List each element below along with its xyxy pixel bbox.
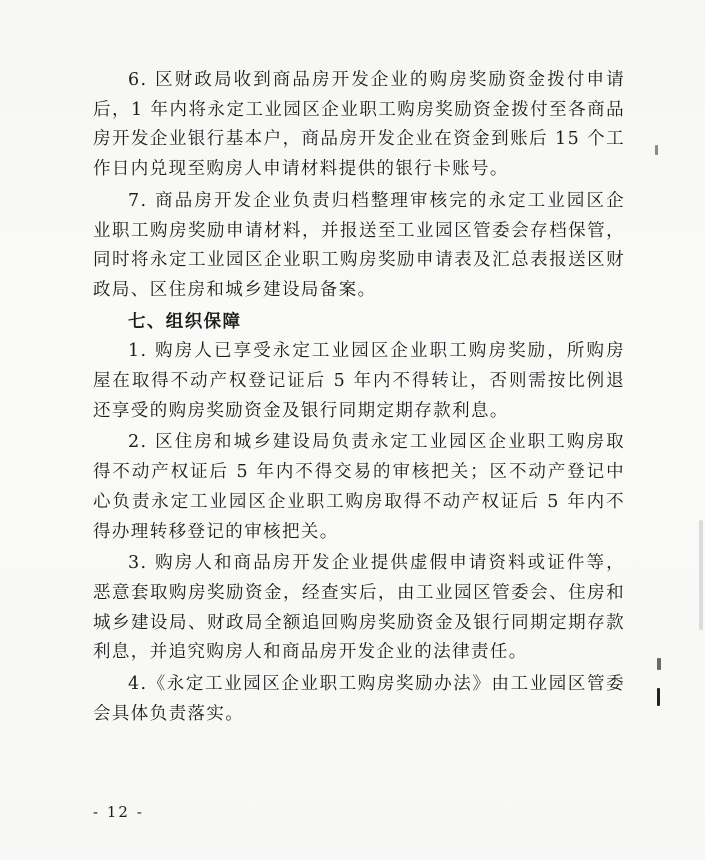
scrollbar[interactable] <box>699 520 703 630</box>
section-item-4: 4.《永定工业园区企业职工购房奖励办法》由工业园区管委会具体负责落实。 <box>93 674 625 724</box>
scan-mark <box>657 658 661 670</box>
scan-mark <box>657 688 660 706</box>
section-item-1: 1. 购房人已享受永定工业园区企业职工购房奖励，所购房屋在取得不动产权登记证后 5 年内不得转让，否则需按比例退还享受的购房奖励资金及银行同期定期存款利息。 <box>93 341 625 421</box>
document-body <box>93 66 625 729</box>
page-number: - 12 - <box>93 803 144 821</box>
section-heading: 七、组织保障 <box>128 311 242 332</box>
paragraph-item-6: 6. 区财政局收到商品房开发企业的购房奖励资金拨付申请后，1 年内将永定工业园区企业职工购房奖励资金拨付至各商品房开发企业银行基本户，商品房开发企业在资金到账后 15 个工作日内兑现至购房人申请材料提供的银行卡账号。 <box>93 70 625 180</box>
paragraph-item-7: 7. 商品房开发企业负责归档整理审核完的永定工业园区企业职工购房奖励申请材料，并报送至工业园区管委会存档保管，同时将永定工业园区企业职工购房奖励申请表及汇总表报送区财政局、区住房和城乡建设局备案。 <box>93 190 625 300</box>
section-item-3: 3. 购房人和商品房开发企业提供虚假申请资料或证件等，恶意套取购房奖励资金，经查实后，由工业园区管委会、住房和城乡建设局、财政局全额追回购房奖励资金及银行同期定期存款利息，并追究购房人和商品房开发企业的法律责任。 <box>93 553 625 663</box>
scan-mark <box>655 145 658 155</box>
section-item-2: 2. 区住房和城乡建设局负责永定工业园区企业职工购房取得不动产权证后 5 年内不得交易的审核把关；区不动产登记中心负责永定工业园区企业职工购房取得不动产权证后 5 年内不得办理转移登记的审核把关。 <box>93 432 625 542</box>
